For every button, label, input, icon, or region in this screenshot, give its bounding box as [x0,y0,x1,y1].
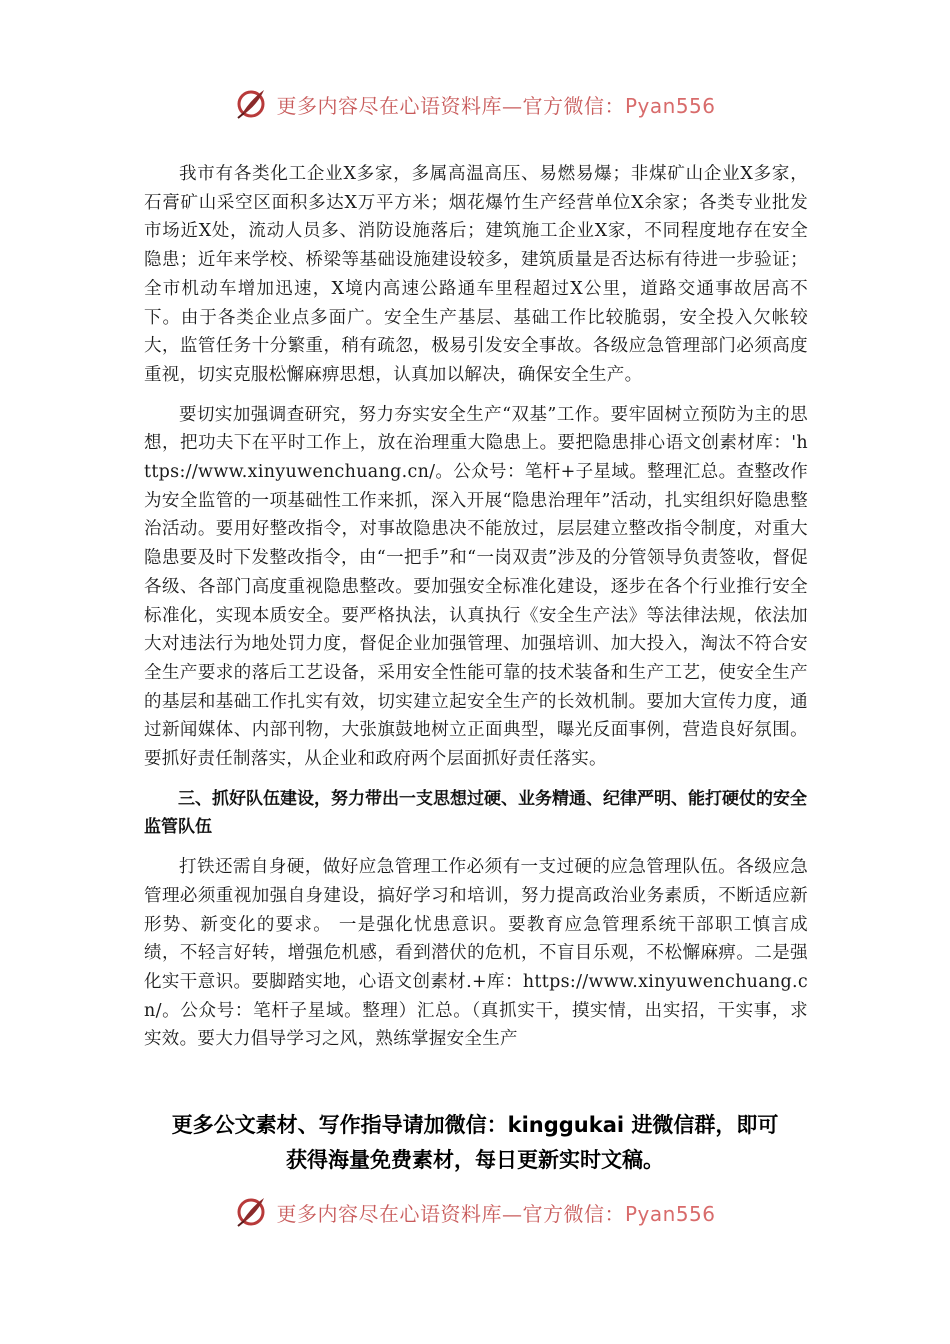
paragraph-2: 要切实加强调查研究，努力夯实安全生产“双基”工作。要牢固树立预防为主的思想，把功夫下在平时工作上，放在治理重大隐患上。要把隐患排心语文创素材库：'https://www.xinyuwenchuang.cn/。公众号：笔杆+子星域。整理汇总。查整改作为安全监管的一项基础性工作来抓，深入开展“隐患治理年”活动，扎实组织好隐患整治活动。要用好整改指令，对事故隐患决不能放过，层层建立整改指令制度，对重大隐患要及时下发整改指令，由“一把手”和“一岗双责”涉及的分管领导负责签收，督促各级、各部门高度重视隐患整改。要加强安全标准化建设，逐步在各个行业推行安全标准化，实现本质安全。要严格执法，认真执行《安全生产法》等法律法规，依法加大对违法行为地处罚力度，督促企业加强管理、加强培训、加大投入，淘汰不符合安全生产要求的落后工艺设备，采用安全性能可靠的技术装备和生产工艺，使安全生产的基层和基础工作扎实有效，切实建立起安全生产的长效机制。要加大宣传力度，通过新闻媒体、内部刊物，大张旗鼓地树立正面典型，曝光反面事例，营造良好氛围。要抓好责任制落实，从企业和政府两个层面抓好责任落实。 [144,404,808,770]
promo-line-1: 更多公文素材、写作指导请加微信：kinggukai 进微信群，即可 [171,1113,779,1137]
footer-banner [0,1190,950,1234]
paragraph-3: 打铁还需自身硬，做好应急管理工作必须有一支过硬的应急管理队伍。各级应急管理必须重视加强自身建设，搞好学习和培训，努力提高政治业务素质，不断适应新形势、新变化的要求。 一是强化忧患意识。要教育应急管理系统干部职工慎言成绩，不轻言好转，增强危机感，看到潜伏的危机，不盲目乐观，不松懈麻痹。二是强化实干意识。要脚踏实地，心语文创素材.+库：https://www.xinyuwenchuang.cn/。公众号：笔杆子星域。整理）汇总。（真抓实干，摸实情，出实招，干实事，求实效。要大力倡导学习之风，熟练掌握安全生产 [144,857,808,1050]
document-body [144,160,808,1054]
footer-banner-text: 更多内容尽在心语资料库—官方微信：Pyan556 [276,1201,716,1226]
section-heading: 三、抓好队伍建设，努力带出一支思想过硬、业务精通、纪律严明、能打硬仗的安全监管队伍 [144,788,807,838]
promo-notice [0,1108,950,1178]
promo-line-2: 获得海量免费素材，每日更新实时文稿。 [286,1148,664,1172]
quill-pen-logo-icon [234,87,268,121]
quill-pen-logo-icon [234,1195,268,1229]
header-banner-text: 更多内容尽在心语资料库—官方微信：Pyan556 [276,93,716,118]
paragraph-1: 我市有各类化工企业X多家，多属高温高压、易燃易爆；非煤矿山企业X多家，石膏矿山采空区面积多达X万平方米；烟花爆竹生产经营单位X余家；各类专业批发市场近X处，流动人员多、消防设施落后；建筑施工企业X家，不同程度地存在安全隐患；近年来学校、桥梁等基础设施建设较多，建筑质量是否达标有待进一步验证；全市机动车增加迅速，X境内高速公路通车里程超过X公里，道路交通事故居高不下。由于各类企业点多面广。安全生产基层、基础工作比较脆弱，安全投入欠帐较大，监管任务十分繁重，稍有疏忽，极易引发安全事故。各级应急管理部门必须高度重视，切实克服松懈麻痹思想，认真加以解决，确保安全生产。 [144,164,808,385]
header-banner [0,82,950,126]
